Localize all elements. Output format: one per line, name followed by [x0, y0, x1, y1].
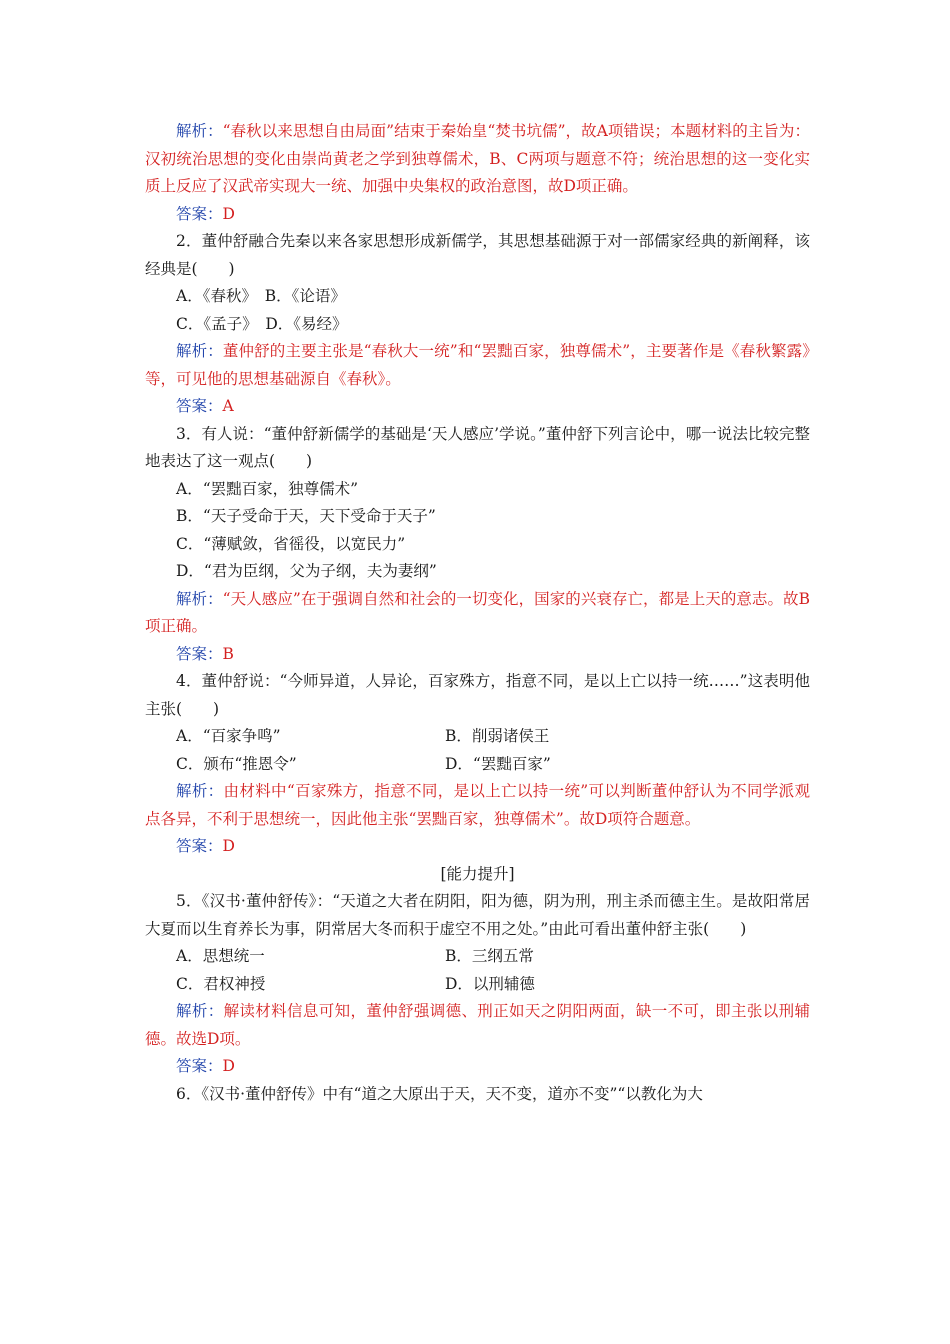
- q4-answer: 答案：D: [176, 837, 235, 855]
- q5-option-a: A．思想统一: [176, 947, 265, 965]
- q5-option-c: C．君权神授: [176, 974, 266, 993]
- q5-options-row-1: [145, 943, 810, 971]
- q5-option-d: D．以刑辅德: [445, 974, 535, 993]
- q2-options-1: A．《春秋》 B．《论语》: [176, 287, 346, 305]
- q4-option-c: C．颁布“推恩令”: [176, 754, 297, 773]
- q6-stem: 6．《汉书·董仲舒传》中有“道之大原出于天，天不变，道亦不变”“以教化为大: [176, 1084, 703, 1103]
- q4-options-row-1: [145, 723, 810, 751]
- q5-stem: 5．《汉书·董仲舒传》：“天道之大者在阴阳，阳为德，阴为刑，刑主杀而德主生。是故阳常居大夏而以生育养长为事，阴常居大冬而积于虚空不用之处。”由此可看出董仲舒主张( ): [145, 892, 810, 938]
- q5-answer: 答案：D: [176, 1057, 235, 1075]
- section-title: [能力提升]: [440, 864, 515, 883]
- q4-option-d: D．“罢黜百家”: [445, 754, 551, 773]
- document-body: [145, 118, 810, 1108]
- q2-stem: 2．董仲舒融合先秦以来各家思想形成新儒学，其思想基础源于对一部儒家经典的新阐释，该经典是( ): [145, 232, 810, 278]
- q3-answer: 答案：B: [176, 644, 234, 663]
- q4-option-b: B．削弱诸侯王: [445, 727, 550, 745]
- q3-option-c: C．“薄赋敛，省徭役，以宽民力”: [176, 534, 406, 553]
- q3-analysis: 解析：“天人感应”在于强调自然和社会的一切变化，国家的兴衰存亡，都是上天的意志。故B项正确。: [145, 589, 810, 635]
- q3-stem: 3．有人说：“董仲舒新儒学的基础是‘天人感应’学说。”董仲舒下列言论中，哪一说法比较完整地表达了这一观点( ): [145, 424, 810, 470]
- q3-option-b: B．“天子受命于天，天下受命于天子”: [176, 507, 436, 525]
- q4-options-row-2: [145, 751, 810, 779]
- q2-options-2: C．《孟子》 D．《易经》: [176, 314, 348, 333]
- q4-analysis: 解析：由材料中“百家殊方，指意不同，是以上亡以持一统”可以判断董仲舒认为不同学派观点各异，不利于思想统一，因此他主张“罢黜百家，独尊儒术”。故D项符合题意。: [145, 782, 810, 828]
- top-answer: 答案：D: [176, 204, 235, 223]
- q2-analysis: 解析：董仲舒的主要主张是“春秋大一统”和“罢黜百家，独尊儒术”，主要著作是《春秋繁露》等，可见他的思想基础源自《春秋》。: [145, 342, 810, 388]
- q3-option-d: D．“君为臣纲，父为子纲，夫为妻纲”: [176, 562, 437, 580]
- q4-stem: 4．董仲舒说：“今师异道，人异论，百家殊方，指意不同，是以上亡以持一统……”这表明他主张( ): [145, 672, 810, 718]
- q5-analysis: 解析：解读材料信息可知，董仲舒强调德、刑正如天之阴阳两面，缺一不可，即主张以刑辅德。故选D项。: [145, 1002, 810, 1048]
- q4-option-a: A．“百家争鸣”: [176, 727, 281, 745]
- q2-answer: 答案：A: [176, 397, 234, 415]
- top-analysis: 解析：“春秋以来思想自由局面”结束于秦始皇“焚书坑儒”，故A项错误；本题材料的主旨为：汉初统治思想的变化由崇尚黄老之学到独尊儒术，B、C两项与题意不符；统治思想的这一变化实质上反应了汉武帝实现大一统、加强中央集权的政治意图，故D项正确。: [145, 122, 810, 195]
- q5-option-b: B．三纲五常: [445, 947, 534, 965]
- analysis-label: 解析：: [176, 122, 223, 140]
- q3-option-a: A．“罢黜百家，独尊儒术”: [176, 479, 359, 498]
- q5-options-row-2: [145, 971, 810, 999]
